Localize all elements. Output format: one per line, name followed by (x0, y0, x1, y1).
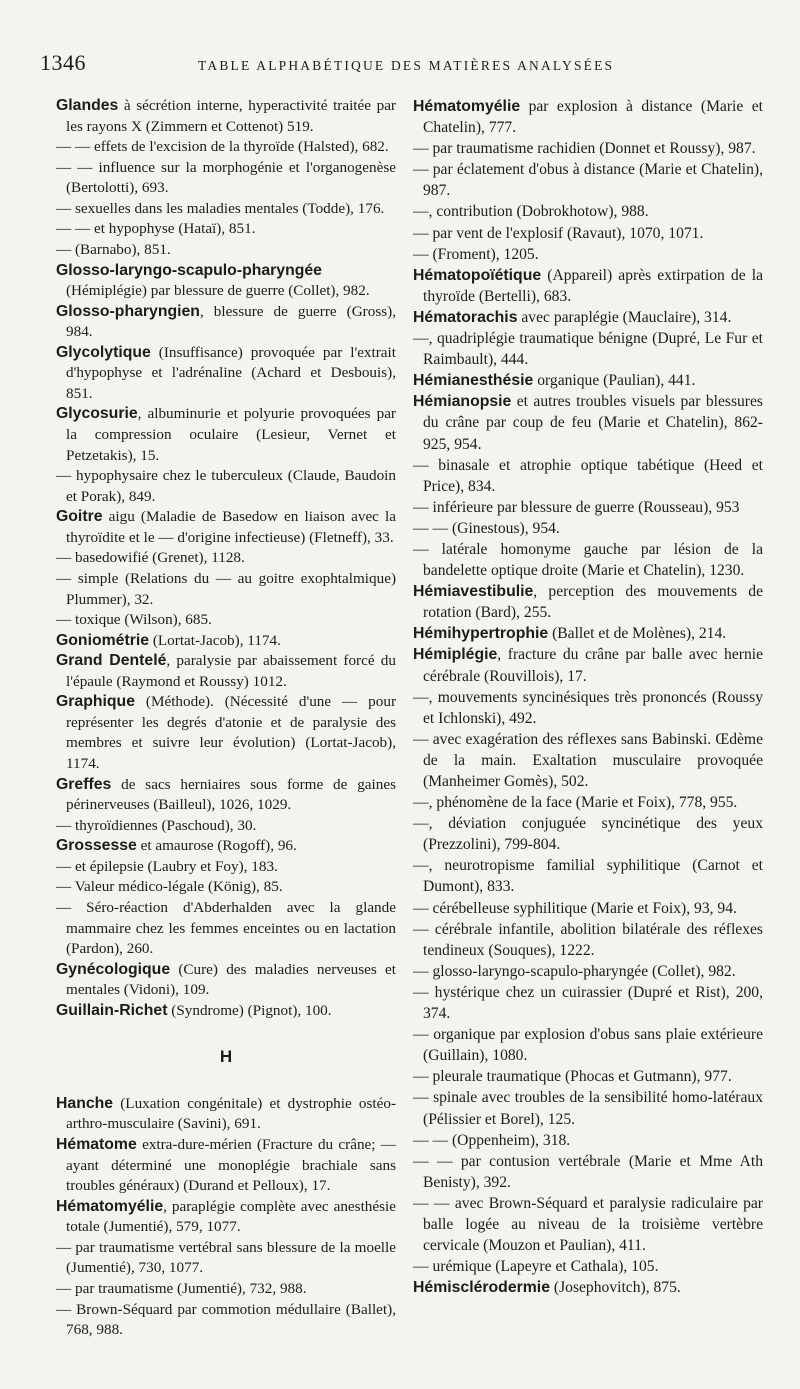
entry-text: avec paraplégie (Mauclaire), 314. (517, 308, 732, 326)
index-column-right (413, 96, 763, 1298)
index-entry (56, 898, 396, 960)
entry-text: —, déviation conjuguée syncinétique des yeux (Prezzolini), 799-804. (413, 815, 763, 854)
index-entry (413, 581, 763, 623)
index-entry (56, 569, 396, 610)
index-entry (56, 692, 396, 774)
entry-headword: Greffes (56, 775, 112, 793)
index-entry (56, 1238, 396, 1279)
index-entry (413, 201, 763, 222)
index-entry (56, 158, 396, 199)
entry-headword: Graphique (56, 693, 135, 711)
index-entry (413, 1066, 763, 1087)
index-entry (413, 455, 763, 497)
entry-headword: Hémihypertrophie (413, 625, 549, 643)
entry-text: —, contribution (Dobrokhotow), 988. (413, 203, 649, 221)
entry-text: — urémique (Lapeyre et Cathala), 105. (413, 1258, 659, 1276)
entry-text: à sécrétion interne, hyperactivité traitée par les rayons X (Zimmern et Cottenot) 519. (66, 97, 396, 135)
entry-text: — — et hypophyse (Hataï), 851. (56, 220, 256, 238)
entry-text: — basedowifié (Grenet), 1128. (56, 549, 245, 567)
entry-text: —, mouvements syncinésiques très prononcés (Roussy et Ichlonski), 492. (413, 688, 763, 727)
entry-headword: Glycolytique (56, 343, 151, 361)
index-entry (56, 836, 396, 857)
entry-text: — avec exagération des réflexes sans Babinski. Œdème de la main. Exaltation musculaire provoquée (Manheimer Gomès), 502. (413, 730, 763, 790)
index-entry (56, 302, 396, 343)
entry-headword: Glosso-laryngo-scapulo-pharyngée (56, 261, 322, 279)
entry-text: et amaurose (Rogoff), 96. (136, 837, 297, 855)
index-entry (413, 644, 763, 686)
index-entry (56, 404, 396, 466)
index-entry (413, 265, 763, 307)
index-entry (56, 651, 396, 692)
entry-text: — par vent de l'explosif (Ravaut), 1070, 1071. (413, 224, 704, 242)
entry-text: , albuminurie et polyurie provoquées par la compression oculaire (Lesieur, Vernet et Petzetakis), 15. (66, 405, 396, 464)
entry-text: par explosion à distance (Marie et Chatelin), 777. (423, 98, 763, 137)
entry-headword: Hémisclérodermie (413, 1279, 550, 1297)
entry-text: — Brown-Séquard par commotion médullaire (Ballet), 768, 988. (56, 1300, 396, 1339)
index-entry (56, 137, 396, 158)
index-entry (413, 687, 763, 729)
entry-text: — — influence sur la morphogénie et l'organogenèse (Bertolotti), 693. (56, 158, 396, 197)
entry-headword: Hématorachis (413, 308, 518, 326)
index-entry (56, 199, 396, 220)
entry-text: , perception des mouvements de rotation (Bard), 255. (423, 583, 763, 622)
page-number: 1346 (40, 50, 86, 75)
entry-headword: Hémiplégie (413, 646, 498, 664)
entry-text: (Cure) des maladies nerveuses et mentales (Vidoni), 109. (66, 960, 396, 999)
entry-headword: Goniométrie (56, 631, 150, 649)
entry-text: — Valeur médico-légale (König), 85. (56, 878, 283, 896)
entry-text: extra-dure-mérien (Fracture du crâne; — ayant déterminé une monoplégie brachiale sans troubles généraux) (Durand et Pelloux), 17. (66, 1136, 396, 1195)
entry-text: — — (Ginestous), 954. (413, 519, 560, 537)
entry-text: — hystérique chez un cuirassier (Dupré et Rist), 200, 374. (413, 983, 763, 1023)
entry-text: — sexuelles dans les maladies mentales (Todde), 176. (56, 199, 385, 217)
index-entry (56, 219, 396, 240)
index-entry (413, 307, 763, 328)
index-entry (413, 328, 763, 370)
index-entry (56, 960, 396, 1001)
index-entry (413, 138, 763, 159)
entry-text: — latérale homonyme gauche par lésion de la bandelette optique droite (Marie et Chatelin), 1230. (413, 540, 763, 580)
index-entry (56, 261, 396, 302)
section-letter: H (219, 1047, 233, 1067)
entry-headword: Grand Dentelé (56, 652, 167, 670)
entry-text: — inférieure par blessure de guerre (Rousseau), 953 (413, 498, 740, 516)
entry-headword: Goitre (56, 508, 103, 526)
index-entry (413, 497, 763, 518)
index-entry (56, 507, 396, 548)
entry-text: — simple (Relations du — au goitre exophtalmique) Plummer), 32. (56, 569, 396, 608)
entry-text: — glosso-laryngo-scapulo-pharyngée (Collet), 982. (413, 962, 736, 980)
index-entry (56, 877, 396, 898)
entry-headword: Hémianesthésie (413, 372, 534, 390)
index-entry (56, 775, 396, 816)
index-entry (56, 816, 396, 837)
entry-text: (Luxation congénitale) et dystrophie ostéo-arthro-musculaire (Savini), 691. (66, 1094, 396, 1133)
entry-text: — par traumatisme rachidien (Donnet et Roussy), 987. (413, 140, 756, 158)
entry-text: — cérébelleuse syphilitique (Marie et Foix), 93, 94. (413, 899, 737, 917)
index-entry (56, 96, 396, 137)
index-entry (413, 919, 763, 961)
entry-headword: Glosso-pharyngien (56, 302, 200, 320)
index-entry (413, 961, 763, 982)
index-entry (413, 813, 763, 855)
index-entry (56, 343, 396, 405)
entry-text: (Appareil) après extirpation de la thyroïde (Bertelli), 683. (423, 266, 763, 305)
index-column-left (56, 96, 396, 1341)
running-title: TABLE ALPHABÉTIQUE DES MATIÈRES ANALYSÉES (198, 58, 615, 73)
index-entry (413, 1087, 763, 1129)
entry-headword: Hématomyélie (413, 98, 521, 115)
index-entry (413, 518, 763, 539)
entry-text: et autres troubles visuels par blessures du crâne par coup de feu (Marie et Chatelin), 862-925, 954. (423, 393, 763, 453)
entry-text: — binasale et atrophie optique tabétique (Heed et Price), 834. (413, 456, 763, 495)
entry-text: —, neurotropisme familial syphilitique (Carnot et Dumont), 833. (413, 857, 763, 896)
index-entry (413, 96, 763, 138)
entry-text: — — effets de l'excision de la thyroïde (Halsted), 682. (56, 138, 389, 156)
index-entry (56, 631, 396, 652)
index-entry (413, 729, 763, 792)
index-entry (413, 1193, 763, 1256)
entry-text: — pleurale traumatique (Phocas et Gutmann), 977. (413, 1068, 732, 1086)
page-header (40, 50, 760, 80)
index-entry (413, 1277, 763, 1298)
index-entry (413, 982, 763, 1024)
entry-text: — par traumatisme (Jumentié), 732, 988. (56, 1279, 307, 1297)
entry-text: (Hémiplégie) par blessure de guerre (Collet), 982. (66, 282, 370, 300)
index-entry (56, 1094, 396, 1135)
index-entry (413, 539, 763, 581)
entry-text: — — (Oppenheim), 318. (413, 1131, 571, 1149)
index-entry (413, 855, 763, 897)
entry-headword: Hémiavestibulie (413, 583, 534, 601)
entry-text: — cérébrale infantile, abolition bilatérale des réflexes tendineux (Souques), 1222. (413, 920, 763, 959)
index-entry (413, 1024, 763, 1066)
index-entry (56, 466, 396, 507)
index-entry (413, 159, 763, 201)
entry-text: (Syndrome) (Pignot), 100. (167, 1001, 332, 1019)
entry-text: , fracture du crâne par balle avec hernie cérébrale (Rouvillois), 17. (423, 646, 763, 685)
entry-text: (Méthode). (Nécessité d'une — pour représenter les degrés d'atonie et de paralysie des membres et suivre leur évolution) (Lortat-Jacob), 1174. (66, 693, 396, 772)
index-entry (413, 244, 763, 265)
entry-text: organique (Paulian), 441. (533, 372, 696, 390)
entry-text: —, phénomène de la face (Marie et Foix), 778, 955. (413, 794, 738, 812)
entry-text: — — avec Brown-Séquard et paralysie radiculaire par balle logée au niveau de la troisième vertèbre cervicale (Mouzon et Paulian), 411. (413, 1194, 763, 1255)
index-entry (56, 1197, 396, 1238)
entry-text: — hypophysaire chez le tuberculeux (Claude, Baudoin et Porak), 849. (56, 467, 396, 505)
entry-text: — par traumatisme vertébral sans blessure de la moelle (Jumentié), 730, 1077. (56, 1238, 396, 1277)
index-entry (413, 1151, 763, 1193)
entry-text: — (Barnabo), 851. (56, 240, 171, 258)
entry-text: — — par contusion vertébrale (Marie et Mme Ath Benisty), 392. (413, 1152, 763, 1191)
entry-headword: Guillain-Richet (56, 1001, 168, 1019)
entry-headword: Hématomyélie (56, 1197, 164, 1215)
index-entry (56, 1135, 396, 1197)
index-entry (413, 1256, 763, 1277)
entry-headword: Hématome (56, 1136, 137, 1153)
entry-text: de sacs herniaires sous forme de gaines périnerveuses (Bailleul), 1026, 1029. (66, 775, 396, 814)
entry-text: aigu (Maladie de Basedow en liaison avec la thyroïdite et le — d'origine infectieuse) (Fletneff), 33. (66, 508, 396, 546)
entry-text: , paraplégie complète avec anesthésie totale (Jumentié), 579, 1077. (66, 1197, 396, 1236)
index-entry (56, 610, 396, 631)
index-entry (413, 391, 763, 454)
entry-headword: Grossesse (56, 837, 137, 855)
entry-text: , blessure de guerre (Gross), 984. (66, 302, 396, 341)
entry-headword: Hématopoïétique (413, 266, 542, 284)
entry-headword: Glandes (56, 97, 119, 114)
entry-text: — thyroïdiennes (Paschoud), 30. (56, 816, 257, 834)
entry-text: , paralysie par abaissement forcé du l'épaule (Raymond et Roussy) 1012. (66, 652, 396, 690)
entry-headword: Hanche (56, 1094, 114, 1112)
entry-text: — organique par explosion d'obus sans plaie extérieure (Guillain), 1080. (413, 1026, 763, 1065)
entry-text: — Séro-réaction d'Abderhalden avec la glande mammaire chez les femmes enceintes ou en lactation (Pardon), 260. (56, 898, 396, 958)
entry-text: (Lortat-Jacob), 1174. (149, 631, 281, 649)
index-entry (413, 898, 763, 919)
entry-text: (Insuffisance) provoquée par l'extrait d'hypophyse et l'adrénaline (Achard et Desbouis), 851. (66, 343, 396, 402)
entry-headword: Gynécologique (56, 960, 171, 978)
entry-text: — toxique (Wilson), 685. (56, 611, 212, 629)
entry-headword: Hémianopsie (413, 393, 512, 411)
entry-text: — par éclatement d'obus à distance (Marie et Chatelin), 987. (413, 161, 763, 200)
index-entry (413, 792, 763, 813)
entry-text: (Josephovitch), 875. (549, 1279, 681, 1297)
index-entry (56, 240, 396, 261)
index-entry (56, 857, 396, 878)
index-entry (56, 1300, 396, 1341)
index-entry (413, 370, 763, 391)
index-entry (56, 1001, 396, 1022)
index-entry (56, 1279, 396, 1300)
entry-text: — (Froment), 1205. (413, 245, 539, 263)
entry-text: (Ballet et de Molènes), 214. (548, 625, 727, 643)
entry-headword: Glycosurie (56, 405, 138, 423)
entry-text: — et épilepsie (Laubry et Foy), 183. (56, 857, 278, 875)
entry-text: — spinale avec troubles de la sensibilité homo-latéraux (Pélissier et Borel), 125. (413, 1089, 763, 1128)
index-entry (413, 223, 763, 244)
entry-text: —, quadriplégie traumatique bénigne (Dupré, Le Fur et Raimbault), 444. (413, 330, 763, 369)
index-entry (413, 623, 763, 644)
index-entry (413, 1130, 763, 1151)
index-entry (56, 548, 396, 569)
